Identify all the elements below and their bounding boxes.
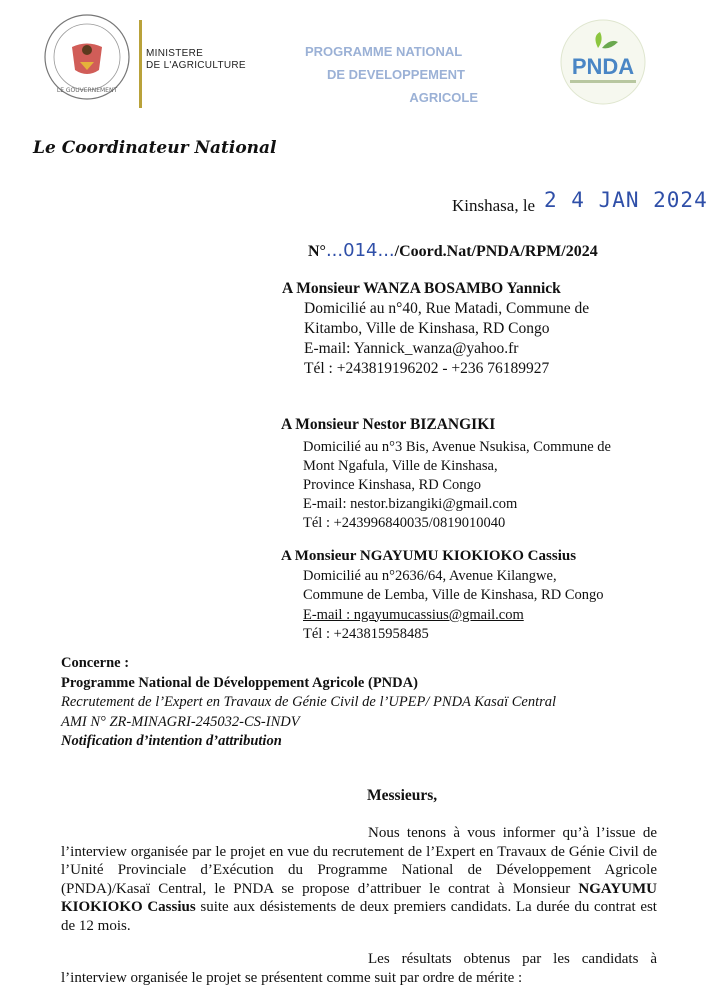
recipient-phone: Tél : +243819196202 - +236 76189927 xyxy=(304,360,550,377)
program-name xyxy=(305,40,480,109)
recipient-address-line: Kitambo, Ville de Kinshasa, RD Congo xyxy=(304,320,550,337)
signatory-title: Le Coordinateur National xyxy=(33,138,277,158)
body-text: suite aux désistements de deux premiers candidats. La durée du contrat est de 12 mois. xyxy=(61,899,657,934)
recipient-address-line: Domicilié au n°2636/64, Avenue Kilangwe, xyxy=(303,567,557,584)
subject-line: AMI N° ZR-MINAGRI-245032-CS-INDV xyxy=(61,713,300,730)
ministry-line-1: MINISTERE xyxy=(146,48,204,59)
recipient-email xyxy=(281,606,604,626)
recipient-address-line: Province Kinshasa, RD Congo xyxy=(303,477,482,493)
recipient-block xyxy=(282,279,589,379)
pnda-logo xyxy=(548,18,658,106)
body-paragraph xyxy=(61,824,657,935)
recipient-email: E-mail: Yannick_wanza@yahoo.fr xyxy=(304,340,519,357)
recipient-phone: Tél : +243815958485 xyxy=(303,626,429,642)
letterhead-divider xyxy=(139,20,142,108)
date-stamp: 2 4 JAN 2024 xyxy=(544,188,708,212)
recipient-email-text: E-mail : ngayumucassius@gmail.com xyxy=(303,606,524,623)
recipient-block xyxy=(281,547,604,645)
program-line-3: AGRICOLE xyxy=(409,90,478,105)
subject-line: Notification d’intention d’attribution xyxy=(61,733,282,749)
reference-prefix: N° xyxy=(308,243,326,260)
recipient-name: A Monsieur WANZA BOSAMBO Yannick xyxy=(282,280,561,297)
recipient-name: A Monsieur NGAYUMU KIOKIOKO Cassius xyxy=(281,548,577,564)
reference-suffix: /Coord.Nat/PNDA/RPM/2024 xyxy=(394,243,598,260)
coat-of-arms-seal xyxy=(42,12,132,102)
recipient-email: E-mail: nestor.bizangiki@gmail.com xyxy=(303,496,518,512)
recipient-phone: Tél : +243996840035/0819010040 xyxy=(303,515,506,531)
subject-block xyxy=(61,654,556,752)
body-text-bold: NGAYUMU KIOKIOKO Cassius xyxy=(61,880,657,915)
recipient-block xyxy=(281,415,611,533)
recipient-address-line: Domicilié au n°40, Rue Matadi, Commune de xyxy=(304,300,590,317)
logo-text: PNDA xyxy=(571,54,635,79)
seal-text: LE GOUVERNEMENT xyxy=(56,87,118,94)
body-text: Les résultats obtenus par les candidats à l’interview organisée le projet se présentent comme suit par ordre de mérite : xyxy=(61,951,657,986)
salutation: Messieurs, xyxy=(367,787,438,804)
body-text: Nous tenons à vous informer qu’à l’issue de l’interview organisée par le projet en vue du recrutement de l’Expert en Travaux de Génie Civil de l’Unité Provinciale d’Exécution du Programme National de Développement Agricole (PNDA)/Kasaï Central, le PNDA se propose d’attribuer le contrat à Monsieur xyxy=(61,825,657,897)
subject-line: Programme National de Développement Agricole (PNDA) xyxy=(61,674,418,691)
recipient-name: A Monsieur Nestor BIZANGIKI xyxy=(281,416,496,433)
program-line-2: DE DEVELOPPEMENT xyxy=(327,67,465,82)
recipient-address-line: Commune de Lemba, Ville de Kinshasa, RD Congo xyxy=(303,587,604,603)
subject-label: Concerne : xyxy=(61,655,130,671)
recipient-address-line: Mont Ngafula, Ville de Kinshasa, xyxy=(303,458,498,474)
reference-number xyxy=(308,240,598,261)
reference-number-value: ...014... xyxy=(325,240,395,261)
ministry-line-2: DE L'AGRICULTURE xyxy=(146,60,246,71)
ministry-name xyxy=(146,48,246,72)
recipient-address-line: Domicilié au n°3 Bis, Avenue Nsukisa, Commune de xyxy=(303,439,611,455)
program-line-1: PROGRAMME NATIONAL xyxy=(305,44,463,59)
subject-line: Recrutement de l’Expert en Travaux de Génie Civil de l’UPEP/ PNDA Kasaï Central xyxy=(61,694,557,710)
body-paragraph xyxy=(61,950,657,987)
place: Kinshasa, le xyxy=(452,196,536,215)
